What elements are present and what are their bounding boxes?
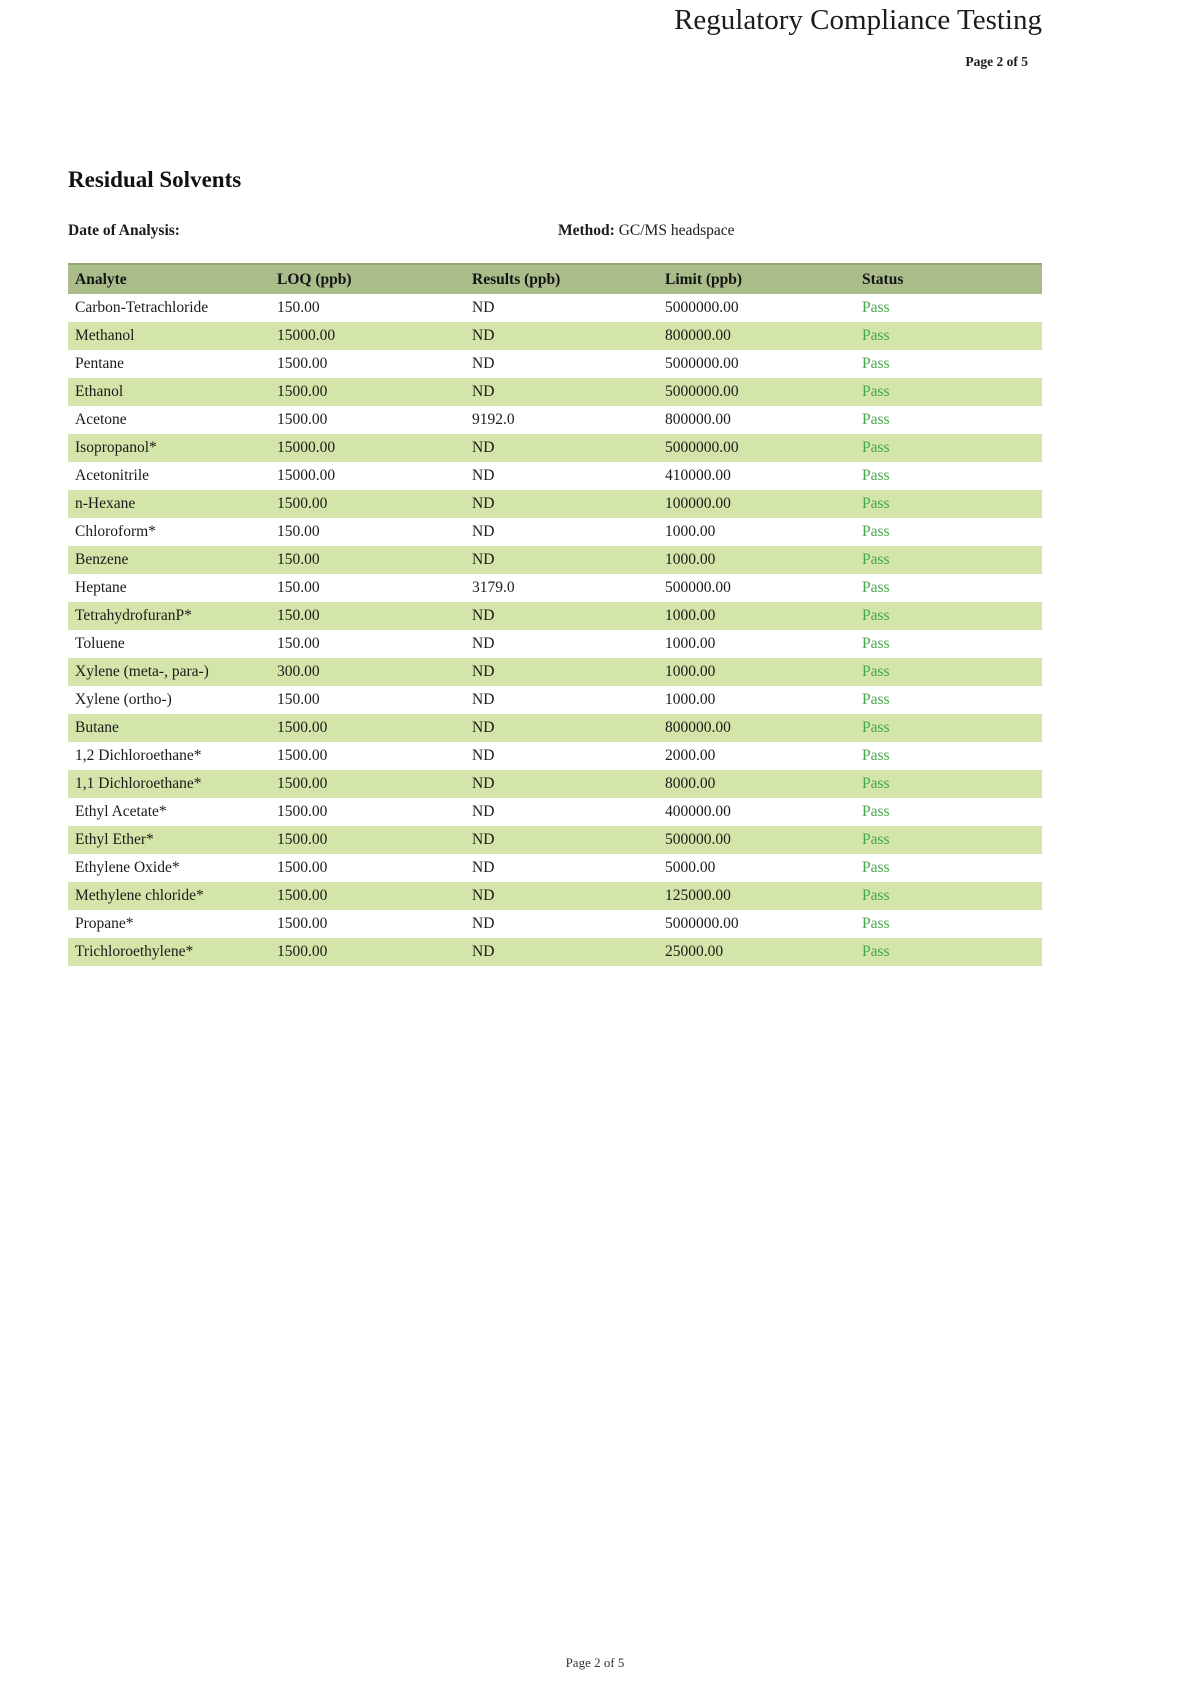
table-row [68,854,1042,882]
limit-cell: 5000000.00 [658,434,855,462]
status-badge: Pass [862,299,890,317]
column-header-loq: LOQ (ppb) [270,264,465,294]
status-badge: Pass [855,882,1042,910]
results-cell: ND [465,322,658,350]
analyte-cell: Methanol [68,322,270,350]
status-badge: Pass [855,826,1042,854]
status-badge: Pass [862,859,890,877]
loq-cell: 1500.00 [277,747,328,765]
results-cell: ND [465,938,658,966]
table-row [68,434,1042,462]
loq-cell: 150.00 [270,602,465,630]
status-badge: Pass [862,691,890,709]
results-cell: ND [465,378,658,406]
table-row [68,462,1042,490]
limit-cell: 1000.00 [665,691,716,709]
loq-cell: 150.00 [277,523,320,541]
limit-cell: 1000.00 [665,635,716,653]
method-value-text: GC/MS headspace [618,222,735,240]
document-title: Regulatory Compliance Testing [674,4,1042,36]
table-row [68,602,1042,630]
limit-cell: 1000.00 [665,523,716,541]
status-badge: Pass [862,355,890,373]
limit-cell: 500000.00 [665,579,731,597]
results-cell: ND [465,434,658,462]
loq-cell: 1500.00 [277,355,328,373]
results-cell: ND [465,714,658,742]
limit-cell: 1000.00 [658,546,855,574]
results-cell: ND [472,355,495,373]
loq-cell: 1500.00 [277,859,328,877]
analyte-cell: 1,2 Dichloroethane* [75,747,202,765]
limit-cell: 800000.00 [658,322,855,350]
limit-cell: 800000.00 [658,714,855,742]
status-badge: Pass [855,602,1042,630]
section-heading-residual-solvents: Residual Solvents [68,167,242,193]
results-table-body [68,294,1042,966]
table-row [68,574,1042,602]
analyte-cell: Acetone [75,411,127,429]
results-cell: ND [472,803,495,821]
analyte-cell: Ethanol [68,378,270,406]
analyte-cell: Ethyl Acetate* [75,803,167,821]
results-cell: ND [472,859,495,877]
table-row [68,798,1042,826]
table-row [68,882,1042,910]
loq-cell: 1500.00 [270,882,465,910]
table-row [68,826,1042,854]
status-badge: Pass [855,322,1042,350]
method-label: Method: [558,222,615,240]
status-badge: Pass [862,915,890,933]
limit-cell: 1000.00 [658,602,855,630]
results-cell: ND [465,602,658,630]
limit-cell: 410000.00 [665,467,731,485]
page-number-footer: Page 2 of 5 [565,1655,625,1670]
analyte-cell: Xylene (meta-, para-) [68,658,270,686]
table-row [68,350,1042,378]
loq-cell: 1500.00 [270,714,465,742]
analyte-cell: Toluene [75,635,125,653]
page-number-header: Page 2 of 5 [965,54,1028,70]
results-cell: ND [465,546,658,574]
loq-cell: 150.00 [270,546,465,574]
analyte-cell: Xylene (ortho-) [75,691,172,709]
analyte-cell: TetrahydrofuranP* [68,602,270,630]
table-row [68,490,1042,518]
date-of-analysis [68,222,558,240]
limit-cell: 100000.00 [658,490,855,518]
analyte-cell: Acetonitrile [75,467,150,485]
table-row [68,322,1042,350]
analyte-cell: Trichloroethylene* [68,938,270,966]
table-header [68,264,1042,294]
column-header-analyte: Analyte [68,264,270,294]
loq-cell: 150.00 [277,299,320,317]
loq-cell: 15000.00 [277,467,336,485]
status-badge: Pass [862,747,890,765]
limit-cell: 400000.00 [665,803,731,821]
analyte-cell: Ethylene Oxide* [75,859,180,877]
analyte-cell: Methylene chloride* [68,882,270,910]
results-cell: 9192.0 [472,411,515,429]
results-cell: ND [472,299,495,317]
analyte-cell: Ethyl Ether* [68,826,270,854]
table-row [68,294,1042,322]
table-row [68,742,1042,770]
limit-cell: 1000.00 [658,658,855,686]
status-badge: Pass [855,938,1042,966]
table-row [68,770,1042,798]
loq-cell: 150.00 [277,635,320,653]
table-row [68,658,1042,686]
analyte-cell: Heptane [75,579,127,597]
limit-cell: 5000000.00 [658,378,855,406]
limit-cell: 5000.00 [665,859,716,877]
status-badge: Pass [862,579,890,597]
loq-cell: 1500.00 [277,411,328,429]
status-badge: Pass [862,467,890,485]
results-cell: ND [465,770,658,798]
limit-cell: 5000000.00 [665,299,739,317]
table-row [68,910,1042,938]
status-badge: Pass [855,490,1042,518]
analyte-cell: 1,1 Dichloroethane* [68,770,270,798]
results-cell: ND [472,635,495,653]
limit-cell: 2000.00 [665,747,716,765]
loq-cell: 1500.00 [270,378,465,406]
date-of-analysis-label: Date of Analysis: [68,222,180,240]
column-header-results: Results (ppb) [465,264,658,294]
results-cell: ND [472,691,495,709]
analyte-cell: n-Hexane [68,490,270,518]
loq-cell: 1500.00 [277,915,328,933]
method [558,222,735,240]
status-badge: Pass [855,770,1042,798]
status-badge: Pass [855,434,1042,462]
limit-cell: 5000000.00 [665,355,739,373]
table-row [68,378,1042,406]
results-cell: ND [465,658,658,686]
limit-cell: 5000000.00 [665,915,739,933]
status-badge: Pass [862,523,890,541]
status-badge: Pass [862,803,890,821]
table-row [68,546,1042,574]
loq-cell: 1500.00 [270,770,465,798]
results-cell: ND [472,747,495,765]
results-cell: ND [465,490,658,518]
limit-cell: 125000.00 [658,882,855,910]
table-row [68,714,1042,742]
limit-cell: 500000.00 [658,826,855,854]
loq-cell: 1500.00 [270,826,465,854]
residual-solvents-table [68,263,1042,966]
status-badge: Pass [862,411,890,429]
status-badge: Pass [855,658,1042,686]
status-badge: Pass [855,714,1042,742]
table-row [68,938,1042,966]
results-cell: ND [472,915,495,933]
analysis-meta-row [68,222,1042,240]
loq-cell: 15000.00 [270,434,465,462]
table-header-row [68,264,1042,294]
table-row [68,686,1042,714]
analyte-cell: Propane* [75,915,134,933]
results-cell: ND [472,523,495,541]
loq-cell: 1500.00 [270,490,465,518]
loq-cell: 1500.00 [270,938,465,966]
analyte-cell: Pentane [75,355,125,373]
loq-cell: 150.00 [277,691,320,709]
limit-cell: 800000.00 [665,411,731,429]
loq-cell: 1500.00 [277,803,328,821]
loq-cell: 300.00 [270,658,465,686]
column-header-limit: Limit (ppb) [658,264,855,294]
table-row [68,406,1042,434]
status-badge: Pass [862,635,890,653]
analyte-cell: Isopropanol* [68,434,270,462]
loq-cell: 150.00 [277,579,320,597]
analyte-cell: Benzene [68,546,270,574]
limit-cell: 25000.00 [658,938,855,966]
analyte-cell: Chloroform* [75,523,156,541]
results-cell: ND [472,467,495,485]
results-cell: ND [465,882,658,910]
analyte-cell: Butane [68,714,270,742]
status-badge: Pass [855,546,1042,574]
status-badge: Pass [855,378,1042,406]
results-cell: 3179.0 [472,579,515,597]
loq-cell: 15000.00 [270,322,465,350]
results-cell: ND [465,826,658,854]
limit-cell: 8000.00 [658,770,855,798]
table-row [68,518,1042,546]
column-header-status: Status [855,264,1042,294]
table-row [68,630,1042,658]
analyte-cell: Carbon-Tetrachloride [75,299,209,317]
